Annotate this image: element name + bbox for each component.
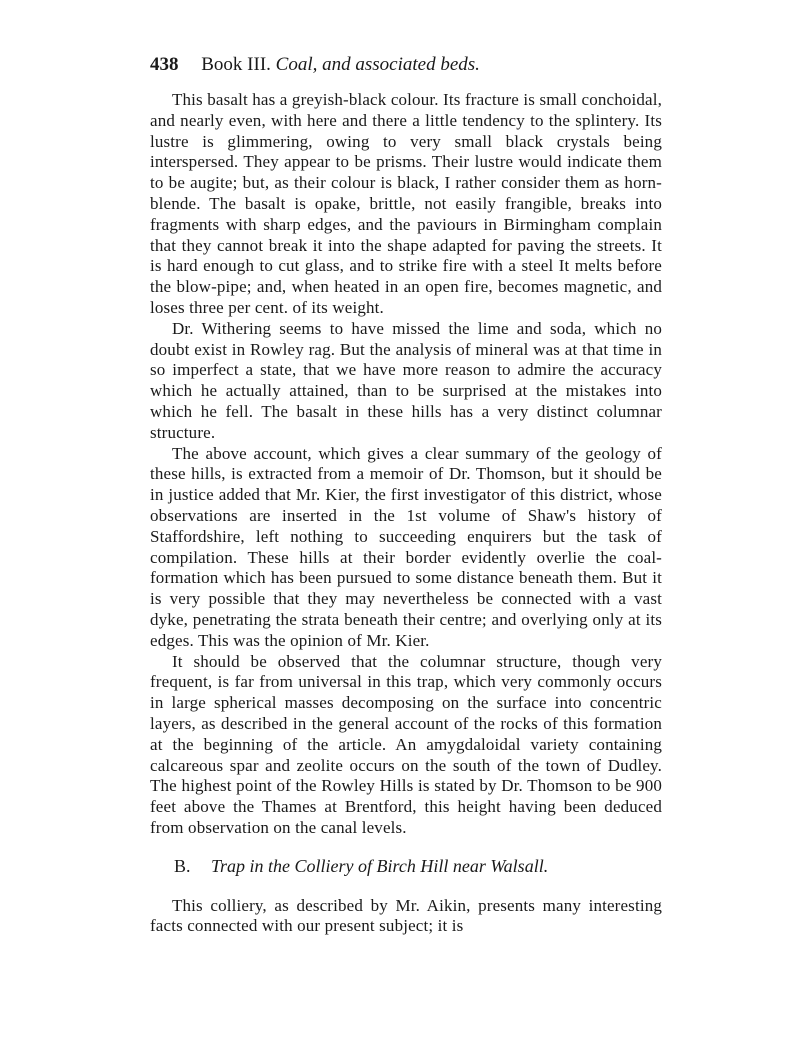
section-heading (150, 854, 662, 878)
book-label: Book III. (201, 54, 271, 75)
section-letter: B. (174, 855, 191, 876)
running-head (150, 50, 662, 80)
section-title: Trap in the Colliery of Birch Hill near Walsall. (211, 855, 549, 876)
paragraph-columnar-structure: It should be observed that the columnar structure, though very frequent, is far from universal in this trap, which very commonly occurs in large spherical masses decomposing on the surface into concentric layers, as described in the general account of the rocks of this formation at the beginning of the article. An amygdaloidal variety containing calcareous spar and zeolite occurs on the south of the town of Dudley. The highest point of the Rowley Hills is stated by Dr. Thomson to be 900 feet above the Thames at Brentford, this height having been deduced from observation on the canal levels. (150, 651, 662, 837)
paragraph-birch-hill: This colliery, as described by Mr. Aikin, presents many interesting facts connected with our present subject; it is (150, 895, 662, 936)
paragraph-withering: Dr. Withering seems to have missed the lime and soda, which no doubt exist in Rowley rag. But the analysis of mineral was at that time in so imperfect a state, that we have more reason to admire the accuracy which he actually attained, than to be surprised at the mistakes into which he fell. The basalt in these hills has a very distinct columnar structure. (150, 318, 662, 442)
paragraph-above-account: The above account, which gives a clear summary of the geology of these hills, is extracted from a memoir of Dr. Thomson, but it should be in justice added that Mr. Kier, the first investigator of this district, whose observations are inserted in the 1st volume of Shaw's history of Staffordshire, left nothing to succeeding enquirers but the task of compilation. These hills at their border evidently overlie the coal-formation which has been pursued to some distance beneath them. But it is very possible that they may nevertheless be connected with a vast dyke, penetrating the strata beneath their centre; and overlying only at its edges. This was the opinion of Mr. Kier. (150, 443, 662, 650)
running-title: Coal, and associated beds. (275, 54, 480, 75)
page-number: 438 (150, 54, 179, 75)
paragraph-basalt-description: This basalt has a greyish-black colour. Its fracture is small conchoidal, and nearly even, with here and there a little tendency to the splintery. Its lustre is glimmering, owing to very small black crystals being interspersed. They appear to be prisms. Their lustre would indicate them to be augite; but, as their colour is black, I rather consider them as horn-blende. The basalt is opake, brittle, not easily frangible, breaks into fragments with sharp edges, and the paviours in Birmingham complain that they cannot break it into the shape adapted for paving the streets. It is hard enough to cut glass, and to strike fire with a steel It melts before the blow-pipe; and, when heated in an open fire, becomes magnetic, and loses three per cent. of its weight. (150, 90, 662, 317)
